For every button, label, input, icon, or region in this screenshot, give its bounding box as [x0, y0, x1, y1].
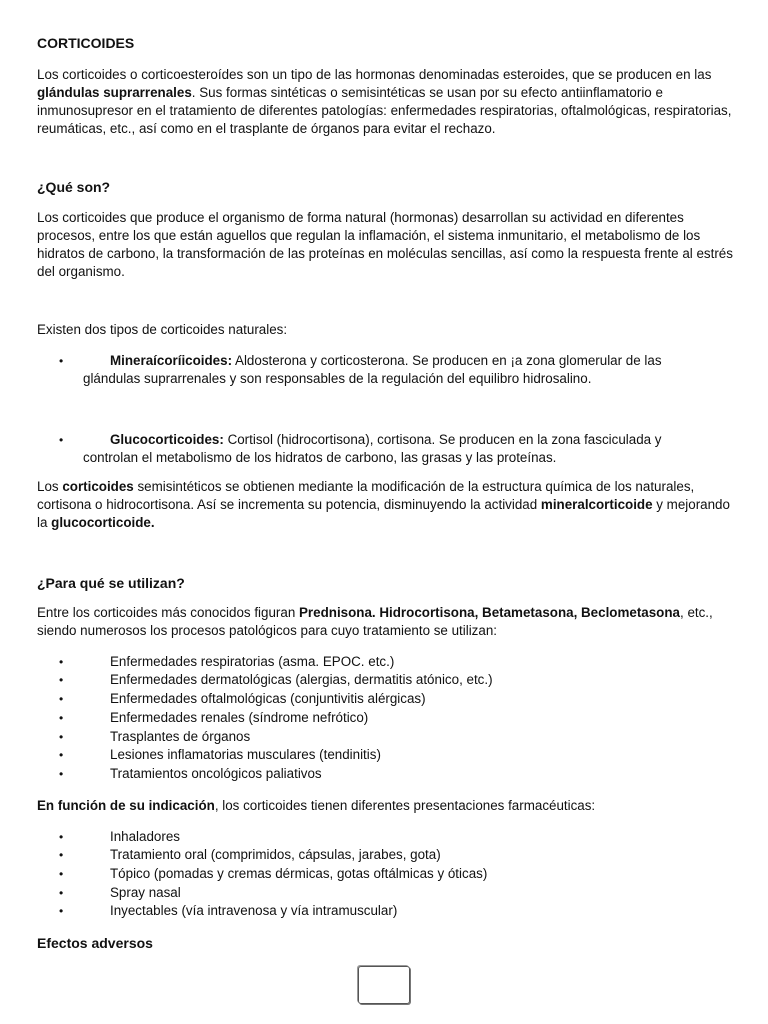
indicacion-paragraph: En función de su indicación, los corticoides tienen diferentes presentaciones farmacéuticas:	[37, 798, 596, 813]
intro-paragraph: Los corticoides o corticoesteroídes son un tipo de las hormonas denominadas esteroides, que se producen en las glándulas suprarrenales. Sus formas sintéticas o semisintéticas se usan por su efecto antiinflamatorio e inmunosupresor en el tratamiento de diferentes patologías: enfermedades respiratorias, oftalmológicas, respiratorias, reumáticas, etc., así como en el trasplante de órganos para evitar el rechazo.	[37, 67, 732, 136]
tipos-paragraph: Existen dos tipos de corticoides naturales:	[37, 322, 288, 337]
para-que-paragraph: Entre los corticoides más conocidos figuran Prednisona. Hidrocortisona, Betametasona, Beclometasona, etc., siendo numerosos los procesos patológicos para cuyo tratamiento se utilizan:	[37, 605, 713, 638]
document-title: CORTICOIDES	[37, 35, 135, 51]
section-heading-que-son: ¿Qué son?	[37, 179, 111, 195]
semisinteticos-paragraph: Los corticoides semisintéticos se obtienen mediante la modificación de la estructura química de los naturales, cortisona o hidrocortisona. Así se incrementa su potencia, disminuyendo la actividad mineralcorticoide y mejorando la glucocorticoide.	[37, 479, 730, 530]
que-son-paragraph: Los corticoides que produce el organismo de forma natural (hormonas) desarrollan su actividad en diferentes procesos, entre los que están aguellos que regulan la inflamación, el sistema inmunitario, el metabolismo de los hidratos de carbono, la transformación de las proteínas en moléculas sencillas, así como la respuesta frente al estrés del organismo.	[37, 210, 733, 279]
document-page: CORTICOIDES Los corticoides o corticoesteroídes son un tipo de las hormonas denominadas esteroides, que se producen en las glándulas suprarrenales. Sus formas sintéticas o semisintéticas se usan por su efecto antiinflamatorio e inmunosupresor en el tratamiento de diferentes patologías: enfermedades respiratorias, oftalmológicas, respiratorias, reumáticas, etc., así como en el trasplante de órganos para evitar el rechazo. ¿Qué son? Los corticoides que produce el organismo de forma natural (hormonas) desarrollan su actividad en diferentes procesos, entre los que están aguellos que regulan la inflamación, el sistema inmunitario, el metabolismo de los hidratos de carbono, la transformación de las proteínas en moléculas sencillas, así como la respuesta frente al estrés del organismo. Existen dos tipos de corticoides naturales: • Mineraícoríicoides: Aldosterona y corticosterona. Se producen en ¡a zona glomerular de las glándulas suprarrenales y son responsables de la regulación del equilibro hidrosalino. • Glucocorticoides: Cortisol (hidrocortisona), cortisona. Se producen en la zona fasciculada y controlan el metabolismo de los hidratos de carbono, las grasas y las proteínas. Los corticoides semisintéticos se obtienen mediante la modificación de la estructura química de los naturales, cortisona o hidrocortisona. Así se incrementa su potencia, disminuyendo la actividad mineralcorticoide y mejorando la glucocorticoide. ¿Para qué se utilizan? Entre los corticoides más conocidos figuran Prednisona. Hidrocortisona, Betametasona, Beclometasona, etc., siendo numerosos los procesos patológicos para cuyo tratamiento se utilizan: • Enfermedades respiratorias (asma. EPOC. etc.) • Enfermedades dermatológicas (alergias, dermatitis atónico, etc.) • Enfermedades oftalmológicas (conjuntivitis alérgicas) • Enfermedades renales (síndrome nefrótico) • Trasplantes de órganos • Lesiones inflamatorias musculares (tendinitis) • Tratamientos oncológicos paliativos En función de su indicación, los corticoides tienen diferentes presentaciones farmacéuticas: • Inhaladores • Tratamiento oral (comprimidos, cápsulas, jarabes, gota) • Tópico (pomadas y cremas dérmicas, gotas oftálmicas y óticas) • Spray nasal • Inyectables (vía intravenosa y vía intramuscular) Efectos adversos	[0, 0, 768, 1024]
section-heading-para-que: ¿Para qué se utilizan?	[37, 575, 185, 591]
page-number-box	[358, 966, 410, 1004]
section-heading-efectos: Efectos adversos	[37, 935, 153, 951]
